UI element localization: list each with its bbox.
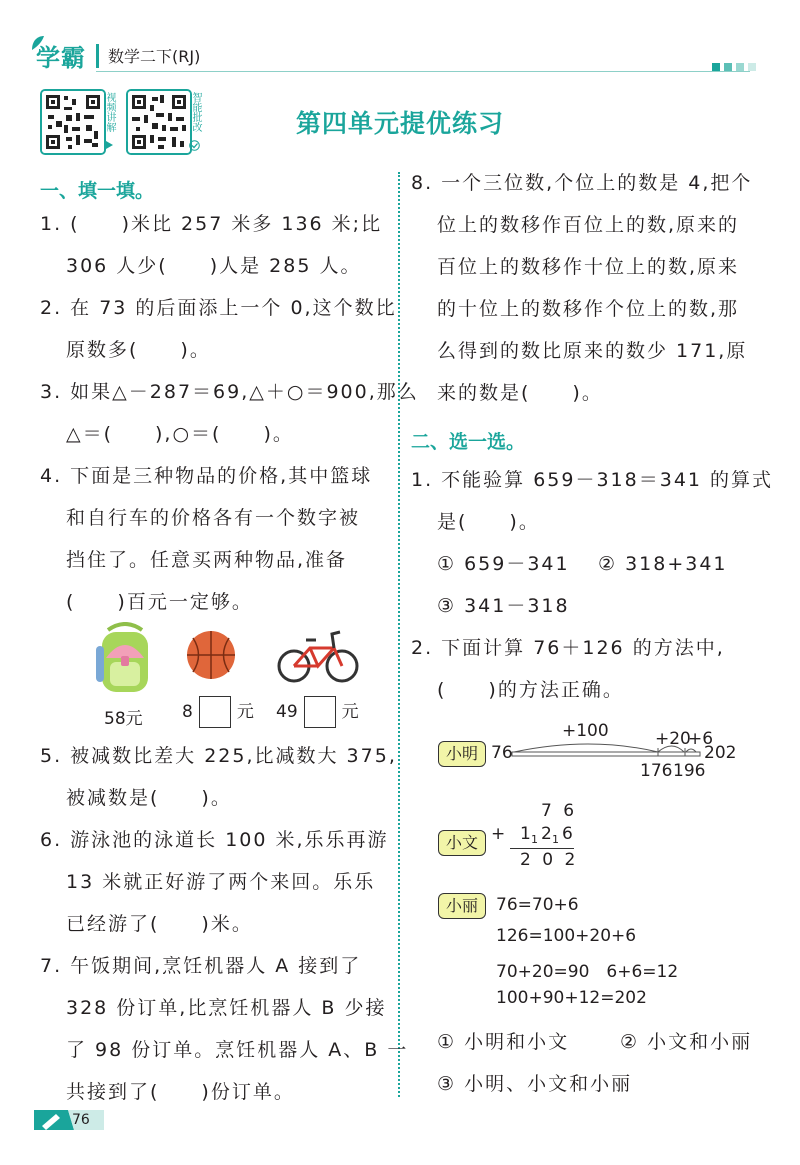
bike-hidden-digit-box bbox=[304, 696, 336, 728]
xiaoming-mid-196: 196 bbox=[673, 761, 706, 781]
question-8-line-5: 么得到的数比原来的数少 171,原 bbox=[437, 340, 748, 362]
question-8-line-6: 来的数是( )。 bbox=[437, 382, 603, 404]
column-divider bbox=[398, 172, 400, 1097]
qr-code-video[interactable] bbox=[40, 89, 106, 155]
page-title: 第四单元提优练习 bbox=[295, 109, 504, 138]
question-8-line-2: 位上的数移作百位上的数,原来的 bbox=[437, 214, 740, 236]
basketball-icon bbox=[184, 628, 238, 682]
choice-2-line-1: 2. 下面计算 76＋126 的方法中, bbox=[411, 637, 725, 659]
qr-label-video: 视频讲解 bbox=[104, 92, 115, 132]
qr-code-grading[interactable] bbox=[126, 89, 192, 155]
question-1-line-1: 1. ( )米比 257 米多 136 米;比 bbox=[40, 213, 383, 235]
xiaowen-plus-sign: + bbox=[491, 824, 506, 844]
header-rule bbox=[96, 71, 750, 72]
xiaowen-sum-line bbox=[510, 848, 574, 849]
xiaowen-carry-2: 1 bbox=[552, 833, 559, 846]
question-4-line-4: ( )百元一定够。 bbox=[66, 591, 253, 613]
xiaoming-jump-6: +6 bbox=[688, 729, 714, 749]
bike-price-unit: 元 bbox=[341, 702, 359, 722]
question-2-line-2: 原数多( )。 bbox=[66, 339, 211, 361]
name-tag-xiaoli: 小丽 bbox=[438, 893, 486, 919]
bike-price-digits: 49 bbox=[276, 702, 298, 722]
choice-1-option-a: ① 659－341 bbox=[437, 553, 570, 575]
bicycle-icon bbox=[276, 626, 360, 684]
ball-price-unit: 元 bbox=[236, 702, 254, 722]
question-3-line-1: 3. 如果△－287＝69,△＋○＝900,那么 bbox=[40, 381, 419, 403]
xiaoming-start: 76 bbox=[491, 743, 513, 763]
xiaowen-second-ones: 6 bbox=[562, 824, 573, 844]
question-7-line-3: 了 98 份订单。烹饪机器人 A、B 一 bbox=[66, 1039, 409, 1061]
choice-1-option-c: ③ 341－318 bbox=[437, 595, 570, 617]
question-7-line-1: 7. 午饭期间,烹饪机器人 A 接到了 bbox=[40, 955, 362, 977]
question-6-line-1: 6. 游泳池的泳道长 100 米,乐乐再游 bbox=[40, 829, 389, 851]
question-4-line-1: 4. 下面是三种物品的价格,其中篮球 bbox=[40, 465, 373, 487]
xiaoming-mid-176: 176 bbox=[640, 761, 673, 781]
choice-1-line-1: 1. 不能验算 659－318＝341 的算式 bbox=[411, 469, 774, 491]
question-8-line-4: 的十位上的数移作个位上的数,那 bbox=[437, 298, 740, 320]
xiaoli-step-4: 100+90+12=202 bbox=[496, 988, 647, 1008]
question-8-line-1: 8. 一个三位数,个位上的数是 4,把个 bbox=[411, 172, 753, 194]
choice-2-line-2: ( )的方法正确。 bbox=[437, 679, 624, 701]
question-8-line-3: 百位上的数移作十位上的数,原来 bbox=[437, 256, 740, 278]
question-5-line-2: 被减数是( )。 bbox=[66, 787, 232, 809]
page-number: 76 bbox=[72, 1112, 90, 1128]
xiaoli-step-1: 76=70+6 bbox=[496, 895, 579, 915]
question-3-line-2: △＝( ),○＝( )。 bbox=[66, 423, 294, 445]
xiaowen-top-number: 7 6 bbox=[541, 801, 578, 821]
xiaoming-jump-20: +20 bbox=[655, 729, 691, 749]
question-6-line-2: 13 米就正好游了两个来回。乐乐 bbox=[66, 871, 376, 893]
xiaoli-step-3: 70+20=90 6+6=12 bbox=[496, 962, 679, 982]
backpack-icon bbox=[94, 622, 156, 696]
header-decor-squares bbox=[712, 56, 760, 75]
xiaowen-second-tens: 2 bbox=[541, 824, 552, 844]
section-title-choose: 二、选一选。 bbox=[411, 431, 526, 453]
question-7-line-4: 共接到了( )份订单。 bbox=[66, 1081, 295, 1103]
question-4-line-3: 挡住了。任意买两种物品,准备 bbox=[66, 549, 348, 571]
choice-2-option-c: ③ 小明、小文和小丽 bbox=[437, 1073, 633, 1095]
ball-price bbox=[182, 696, 254, 728]
name-tag-xiaowen: 小文 bbox=[438, 830, 486, 856]
check-icon bbox=[189, 140, 200, 151]
question-2-line-1: 2. 在 73 的后面添上一个 0,这个数比 bbox=[40, 297, 397, 319]
name-tag-xiaoming: 小明 bbox=[438, 741, 486, 767]
question-6-line-3: 已经游了( )米。 bbox=[66, 913, 253, 935]
xiaoming-jump-100: +100 bbox=[562, 721, 609, 741]
choice-2-option-a: ① 小明和小文 bbox=[437, 1031, 570, 1053]
question-5-line-1: 5. 被减数比差大 225,比减数大 375, bbox=[40, 745, 397, 767]
section-title-fill: 一、填一填。 bbox=[40, 180, 155, 202]
xiaowen-second-hundreds: 1 bbox=[520, 824, 531, 844]
choice-1-line-2: 是( )。 bbox=[437, 511, 540, 533]
question-1-line-2: 306 人少( )人是 285 人。 bbox=[66, 255, 362, 277]
xiaoming-end: 202 bbox=[704, 743, 737, 763]
choice-2-option-b: ② 小文和小丽 bbox=[620, 1031, 753, 1053]
bike-price bbox=[276, 696, 359, 728]
play-icon bbox=[104, 140, 114, 150]
header bbox=[0, 0, 800, 80]
book-subject: 数学二下(RJ) bbox=[108, 47, 201, 66]
qr-label-grading: 智能批改 bbox=[190, 92, 201, 132]
xiaowen-carry-1: 1 bbox=[531, 833, 538, 846]
bag-price: 58元 bbox=[104, 709, 143, 729]
question-4-line-2: 和自行车的价格各有一个数字被 bbox=[66, 507, 361, 529]
ball-hidden-digit-box bbox=[199, 696, 231, 728]
brand-divider bbox=[96, 44, 99, 68]
brand-logo: 学霸 bbox=[36, 44, 86, 72]
question-7-line-2: 328 份订单,比烹饪机器人 B 少接 bbox=[66, 997, 387, 1019]
ball-price-digit: 8 bbox=[182, 702, 193, 722]
choice-1-option-b: ② 318+341 bbox=[598, 553, 728, 575]
xiaoli-step-2: 126=100+20+6 bbox=[496, 926, 637, 946]
xiaowen-result: 2 0 2 bbox=[520, 850, 579, 870]
